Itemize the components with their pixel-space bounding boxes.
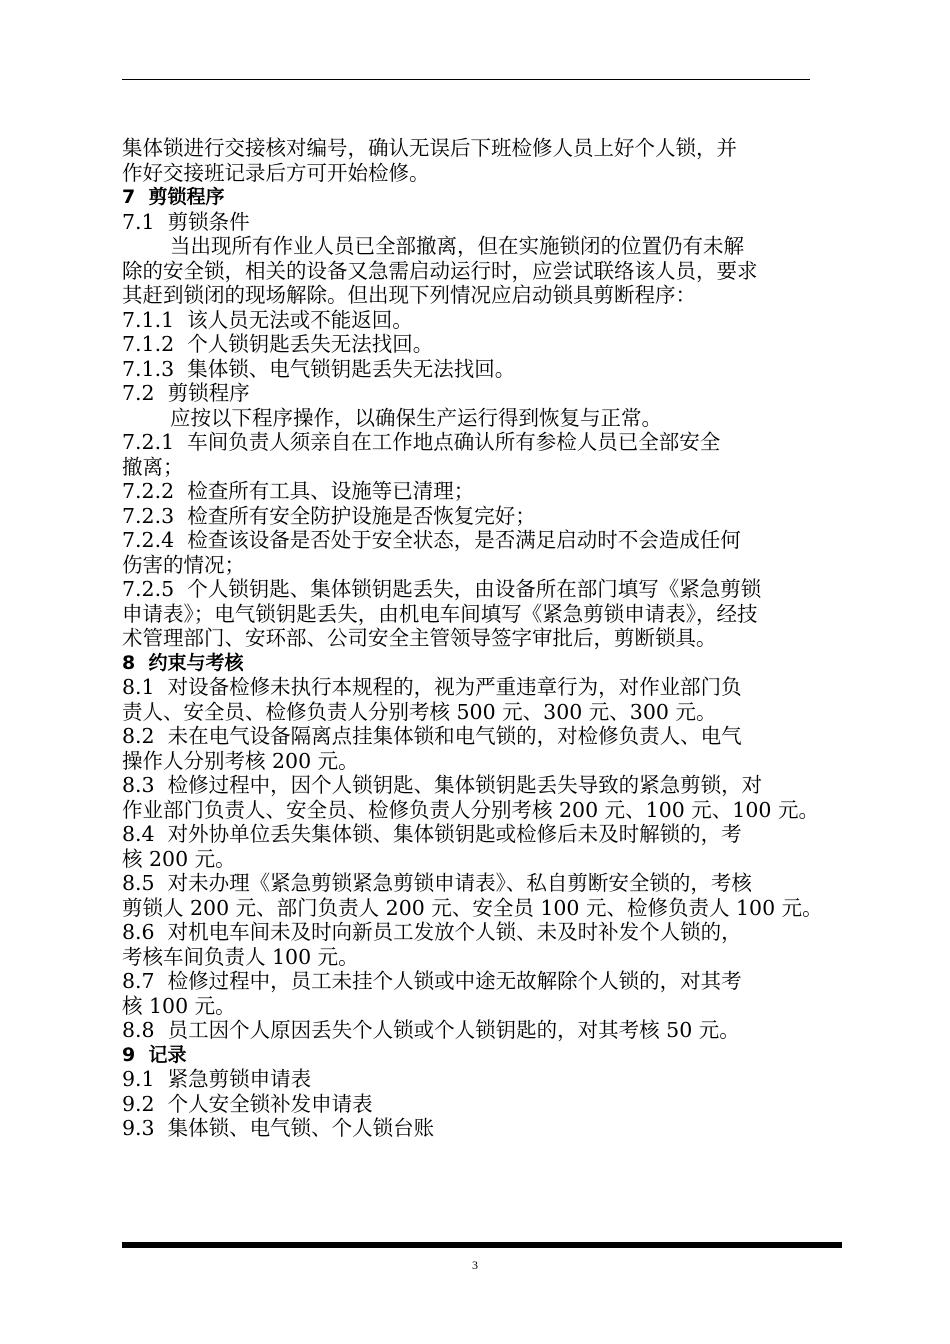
text-line: 其赶到锁闭的现场解除。但出现下列情况应启动锁具剪断程序： [122, 283, 696, 307]
text-line: 7.2.5 个人锁钥匙、集体锁钥匙丢失，由设备所在部门填写《紧急剪锁 [122, 577, 762, 601]
text-line: 核 200 元。 [122, 846, 236, 871]
text-line: 集体锁进行交接核对编号，确认无误后下班检修人员上好个人锁，并 [122, 136, 737, 160]
text-line: 7.2 剪锁程序 [122, 381, 250, 405]
text-line: 7.1 剪锁条件 [122, 209, 250, 234]
text-line: 7.1.1 该人员无法或不能返回。 [122, 307, 413, 332]
text-line: 7.2.4 检查该设备是否处于安全状态，是否满足启动时不会造成任何 [122, 528, 741, 552]
text-line: 当出现所有作业人员已全部撤离，但在实施锁闭的位置仍有未解 [170, 234, 744, 258]
section-heading: 8 约束与考核 [122, 651, 244, 674]
text-line: 7.1.2 个人锁钥匙丢失无法找回。 [122, 332, 434, 356]
footer-rule [122, 1242, 842, 1248]
document-body [122, 136, 842, 1141]
text-line: 操作人分别考核 200 元。 [122, 748, 359, 773]
text-line: 剪锁人 200 元、部门负责人 200 元、安全员 100 元、检修负责人 100 元。 [122, 895, 823, 920]
text-line: 8.8 员工因个人原因丢失个人锁或个人锁钥匙的，对其考核 50 元。 [122, 1018, 740, 1042]
header-rule [122, 79, 810, 80]
text-line: 核 100 元。 [122, 993, 236, 1018]
text-line: 术管理部门、安环部、公司安全主管领导签字审批后，剪断锁具。 [122, 626, 717, 650]
text-line: 7.1.3 集体锁、电气锁钥匙丢失无法找回。 [122, 356, 516, 381]
text-line: 撤离； [122, 454, 184, 479]
text-line: 8.2 未在电气设备隔离点挂集体锁和电气锁的，对检修负责人、电气 [122, 724, 742, 748]
text-line: 8.7 检修过程中，员工未挂个人锁或中途无故解除个人锁的，对其考 [122, 969, 742, 993]
text-line: 7.2.2 检查所有工具、设施等已清理； [122, 479, 475, 503]
text-line: 作业部门负责人、安全员、检修负责人分别考核 200 元、100 元、100 元。 [122, 797, 819, 822]
text-line: 8.6 对机电车间未及时向新员工发放个人锁、未及时补发个人锁的， [122, 920, 742, 944]
text-line: 考核车间负责人 100 元。 [122, 944, 359, 969]
section-heading: 9 记录 [122, 1043, 187, 1066]
text-line: 作好交接班记录后方可开始检修。 [122, 160, 430, 185]
text-line: 责人、安全员、检修负责人分别考核 500 元、300 元、300 元。 [122, 699, 717, 724]
text-line: 伤害的情况； [122, 552, 245, 577]
page-number: 3 [472, 1258, 478, 1272]
text-line: 除的安全锁，相关的设备又急需启动运行时，应尝试联络该人员，要求 [122, 258, 758, 283]
section-heading: 7 剪锁程序 [122, 186, 225, 208]
text-line: 8.5 对未办理《紧急剪锁紧急剪锁申请表》、私自剪断安全锁的，考核 [122, 871, 752, 895]
text-line: 8.3 检修过程中，因个人锁钥匙、集体锁钥匙丢失导致的紧急剪锁，对 [122, 773, 763, 797]
text-line: 9.3 集体锁、电气锁、个人锁台账 [122, 1116, 435, 1140]
text-line: 申请表》；电气锁钥匙丢失，由机电车间填写《紧急剪锁申请表》，经技 [122, 601, 758, 626]
text-line: 8.4 对外协单位丢失集体锁、集体锁钥匙或检修后未及时解锁的，考 [122, 822, 742, 846]
text-line: 7.2.1 车间负责人须亲自在工作地点确认所有参检人员已全部安全 [122, 430, 721, 454]
text-line: 7.2.3 检查所有安全防护设施是否恢复完好； [122, 503, 536, 528]
text-line: 9.1 紧急剪锁申请表 [122, 1067, 312, 1091]
text-line: 应按以下程序操作，以确保生产运行得到恢复与正常。 [170, 405, 662, 430]
text-line: 9.2 个人安全锁补发申请表 [122, 1091, 373, 1116]
text-line: 8.1 对设备检修未执行本规程的，视为严重违章行为，对作业部门负 [122, 675, 742, 699]
